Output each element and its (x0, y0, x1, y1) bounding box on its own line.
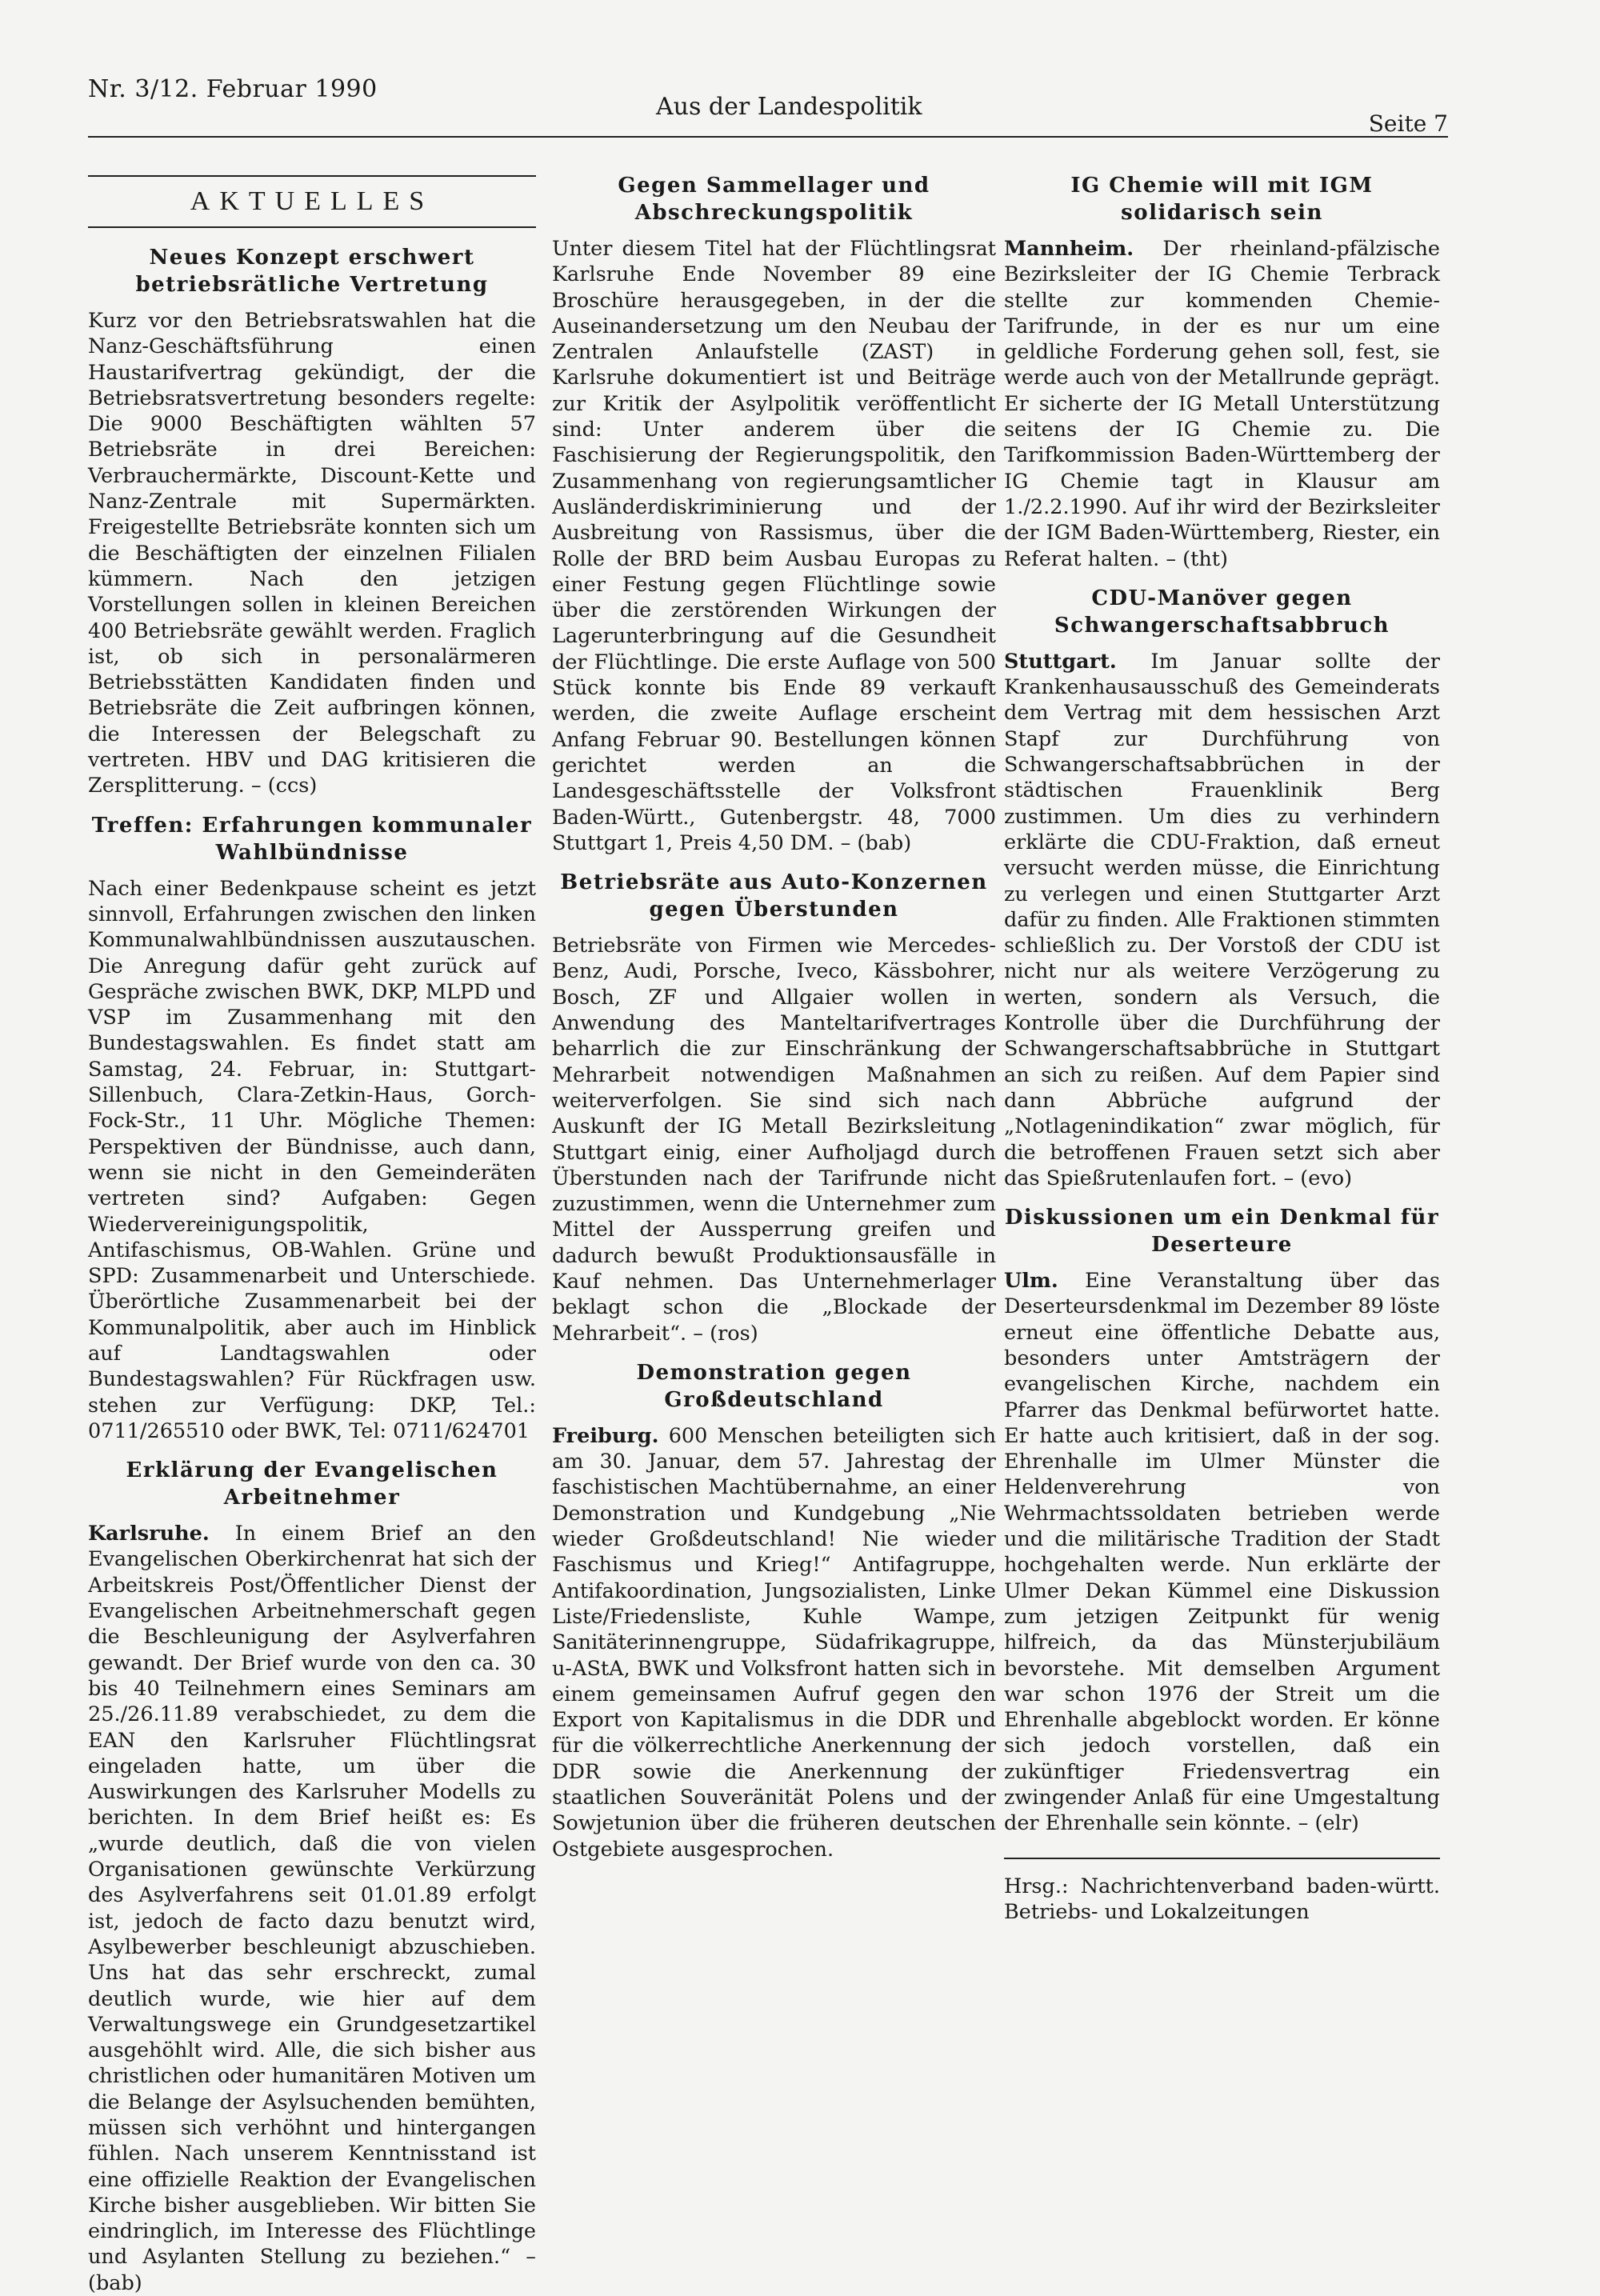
imprint: Hrsg.: Nachrichtenverband baden-württ. Betriebs- und Lokalzeitungen (1004, 1858, 1440, 1926)
dateline: Karlsruhe. (88, 1522, 210, 1546)
page-header (88, 64, 1448, 136)
article-title: Treffen: Erfahrungen kommunaler Wahlbündnisse (91, 813, 533, 865)
section-title: AKTUELLES (88, 175, 536, 228)
article-body: Karlsruhe. In einem Brief an den Evangelischen Oberkirchenrat hat sich der Arbeitskreis Post/Öffentlicher Dienst der Evangelischen Arbeitnehmerschaft gegen die Beschleunigung der Asylverfahren gewandt. Der Brief wurde von den ca. 30 bis 40 Teilnehmern eines Seminars am 25./26.11.89 verabschiedet, zu dem die EAN den Karlsruher Flüchtlingsrat eingeladen hatte, um über die Auswirkungen des Karlsruher Modells zu berichten. In dem Brief heißt es: Es „wurde deutlich, daß die von vielen Organisationen gewünschte Verkürzung des Asylverfahrens seit 01.01.89 erfolgt ist, jedoch de facto dazu benutzt wird, Asylbewerber beschleunigt abzuschieben. Uns hat das sehr erschreckt, zumal deutlich wurde, wie hier auf dem Verwaltungswege ein Grundgesetzartikel ausgehöhlt wird. Alle, die sich bisher aus christlichen oder humanitären Motiven um die Belange der Asylsuchenden bemühten, müssen sich verhöhnt und hintergangen fühlen. Nach unserem Kenntnisstand ist eine offizielle Reaktion der Evangelischen Kirche bisher ausgeblieben. Wir bitten Sie eindringlich, im Interesse des Flüchtlinge und Asylanten Stellung zu beziehen.“ – (bab) (88, 1522, 537, 2295)
column-3 (1004, 172, 1440, 2208)
article-body: Mannheim. Der rheinland-pfälzische Bezirksleiter der IG Chemie Terbrack stellte zur kommenden Chemie-Tarifrunde, in der es nur um eine geldliche Forderung gehen soll, fest, sie werde auch von der Metallrunde geprägt. Er sicherte der IG Metall Unterstützung seitens der IG Chemie zu. Die Tarifkommission Baden-Württemberg der IG Chemie tagt in Klausur am 1./2.2.1990. Auf ihr wird der Bezirksleiter der IGM Baden-Württemberg, Riester, ein Referat halten. – (tht) (1004, 237, 1440, 571)
page-number: Seite 7 (1368, 110, 1448, 137)
article-title: CDU-Manöver gegen Schwangerschaftsabbruch (1054, 586, 1390, 638)
section-heading: Aus der Landespolitik (656, 93, 922, 121)
article-title: IG Chemie will mit IGM solidarisch sein (1070, 174, 1374, 225)
article-title: Diskussionen um ein Denkmal für Deserteure (1004, 1206, 1440, 1258)
dateline: Freiburg. (552, 1423, 659, 1448)
dateline: Mannheim. (1004, 237, 1134, 261)
article-body: Nach einer Bedenkpause scheint es jetzt sinnvoll, Erfahrungen zwischen den linken Kommunalwahlbündnissen auszutauschen. Die Anregung dafür geht zurück auf Gespräche zwischen BWK, DKP, MLPD und VSP im Zusammenhang mit den Bundestagswahlen. Es findet statt am Samstag, 24. Februar, in: Stuttgart-Sillenbuch, Clara-Zetkin-Haus, Gorch-Fock-Str., 11 Uhr. Mögliche Themen: Perspektiven der Bündnisse, auch dann, wenn sie nicht in den Gemeinderäten vertreten sind? Aufgaben: Gegen Wiedervereinigungspolitik, Antifaschismus, OB-Wahlen. Grüne und SPD: Zusammenarbeit und Unterschiede. Überörtliche Zusammenarbeit bei der Kommunalpolitik, aber auch im Hinblick auf Landtagswahlen oder Bundestagswahlen? Für Rückfragen usw. stehen zur Verfügung: DKP, Tel.: 0711/265510 oder BWK, Tel: 0711/624701 (88, 876, 536, 1443)
article-body: Unter diesem Titel hat der Flüchtlingsrat Karlsruhe Ende November 89 eine Broschüre herausgegeben, in der die Auseinandersetzung um den Neubau der Zentralen Anlaufstelle (ZAST) in Karlsruhe dokumentiert ist und Beiträge zur Kritik der Asylpolitik veröffentlicht sind: Unter anderem über die Faschisierung der Regierungspolitik, den Zusammenhang von regierungsamtlicher Ausländerdiskriminierung und der Ausbreitung von Rassismus, über die Rolle der BRD beim Ausbau Europas zu einer Festung gegen Flüchtlinge sowie über die zerstörenden Wirkungen der Lagerunterbringung auf die Gesundheit der Flüchtlinge. Die erste Auflage von 500 Stück konnte bis Ende 89 verkauft werden, die zweite Auflage erscheint Anfang Februar 90. Bestellungen können gerichtet werden an die Landesgeschäftsstelle der Volksfront Baden-Württ., Gutenbergstr. 48, 7000 Stuttgart 1, Preis 4,50 DM. – (bab) (552, 237, 996, 855)
article-title: Neues Konzept erschwert betriebsrätliche Vertretung (135, 246, 489, 297)
column-1 (88, 172, 537, 2295)
header-rule (88, 136, 1448, 138)
article-title: Betriebsräte aus Auto-Konzernen gegen Überstunden (560, 870, 988, 922)
column-2 (552, 172, 996, 2208)
article-body: Freiburg. 600 Menschen beteiligten sich am 30. Januar, dem 57. Jahrestag der faschistischen Machtübernahme, an einer Demonstration und Kundgebung „Nie wieder Großdeutschland! Nie wieder Faschismus und Krieg!“ Antifagruppe, Antifakoordination, Jungsozialisten, Linke Liste/Friedensliste, Kuhle Wampe, Sanitäterinnengruppe, Südafrikagruppe, u-AStA, BWK und Volksfront hatten sich in einem gemeinsamen Aufruf gegen den Export von Kapitalismus in die DDR und für die völkerrechtliche Anerkennung der DDR sowie die Anerkennung der staatlichen Souveränität Polens und der Sowjetunion über die früheren deutschen Ostgebiete ausgesprochen. (552, 1423, 997, 1862)
article-body: Betriebsräte von Firmen wie Mercedes-Benz, Audi, Porsche, Iveco, Kässbohrer, Bosch, ZF und Allgaier wollen in Anwendung des Manteltarifvertrages beharrlich die zur Einschränkung der Mehrarbeit notwendigen Maßnahmen weiterverfolgen. Sie sind sich nach Auskunft der IG Metall Bezirksleitung Stuttgart einig, einer Aufholjagd durch Überstunden nach der Tarifrunde nicht zuzustimmen, wenn die Unternehmer zum Mittel der Aussperrung greifen und dadurch bewußt Produktionsausfälle in Kauf nehmen. Das Unternehmerlager beklagt schon die „Blockade der Mehrarbeit“. – (ros) (552, 934, 996, 1346)
dateline: Stuttgart. (1004, 649, 1117, 674)
article-title: Gegen Sammellager und Abschreckungspolitik (618, 174, 930, 225)
issue-number: Nr. 3/12. Februar 1990 (88, 75, 378, 103)
article-title: Demonstration gegen Großdeutschland (636, 1360, 912, 1412)
article-body: Ulm. Eine Veranstaltung über das Deserteursdenkmal im Dezember 89 löste erneut eine öffentliche Debatte aus, besonders unter Amtsträgern der evangelischen Kirche, nachdem ein Pfarrer das Denkmal befürwortet hatte. Er hatte auch kritisiert, daß in der sog. Ehrenhalle im Ulmer Münster die Heldenverehrung von Wehrmachtssoldaten betrieben werde und die militärische Tradition der Stadt hochgehalten werde. Nun erklärte der Ulmer Dekan Kümmel eine Diskussion zum jetzigen Zeitpunkt für wenig hilfreich, da das Münsterjubiläum bevorstehe. Mit demselben Argument war schon 1976 der Streit um die Ehrenhalle abgeblockt worden. Er könne sich jedoch vorstellen, daß ein zukünftiger Friedensvertrag ein zwingender Anlaß für eine Umgestaltung der Ehrenhalle sein könnte. – (elr) (1004, 1269, 1440, 1836)
article-title: Erklärung der Evangelischen Arbeitnehmer (126, 1458, 498, 1510)
article-body: Kurz vor den Betriebsratswahlen hat die Nanz-Geschäftsführung einen Haustarifvertrag gekündigt, der die Betriebsratsvertretung besonders regelte: Die 9000 Beschäftigten wählten 57 Betriebsräte in drei Bereichen: Verbrauchermärkte, Discount-Kette und Nanz-Zentrale mit Supermärkten. Freigestellte Betriebsräte konnten sich um die Beschäftigten der einzelnen Filialen kümmern. Nach den jetzigen Vorstellungen sollen in kleinen Bereichen 400 Betriebsräte gewählt werden. Fraglich ist, ob sich in personalärmeren Betriebsstätten Kandidaten finden und Betriebsräte die Zeit aufbringen können, die Interessen der Belegschaft zu vertreten. HBV und DAG kritisieren die Zersplitterung. – (ccs) (88, 309, 536, 798)
article-body: Stuttgart. Im Januar sollte der Krankenhausausschuß des Gemeinderats dem Vertrag mit dem hessischen Arzt Stapf zur Durchführung von Schwangerschaftsabbrüchen in der städtischen Frauenklinik Berg zustimmen. Um dies zu verhindern erklärte die CDU-Fraktion, daß erneut versucht werden müsse, die Einrichtung zu verlegen und einen Stuttgarter Arzt dafür zu finden. Alle Fraktionen stimmten schließlich zu. Der Vorstoß der CDU ist nicht nur als weitere Verzögerung zu werten, sondern als Versuch, die Kontrolle über die Durchführung der Schwangerschaftsabbrüche in Stuttgart an sich zu reißen. Auf dem Papier sind dann Abbrüche aufgrund der „Notlagenindikation“ zwar möglich, für die betroffenen Frauen setzt sich aber das Spießrutenlaufen fort. – (evo) (1004, 649, 1441, 1190)
dateline: Ulm. (1004, 1269, 1058, 1294)
